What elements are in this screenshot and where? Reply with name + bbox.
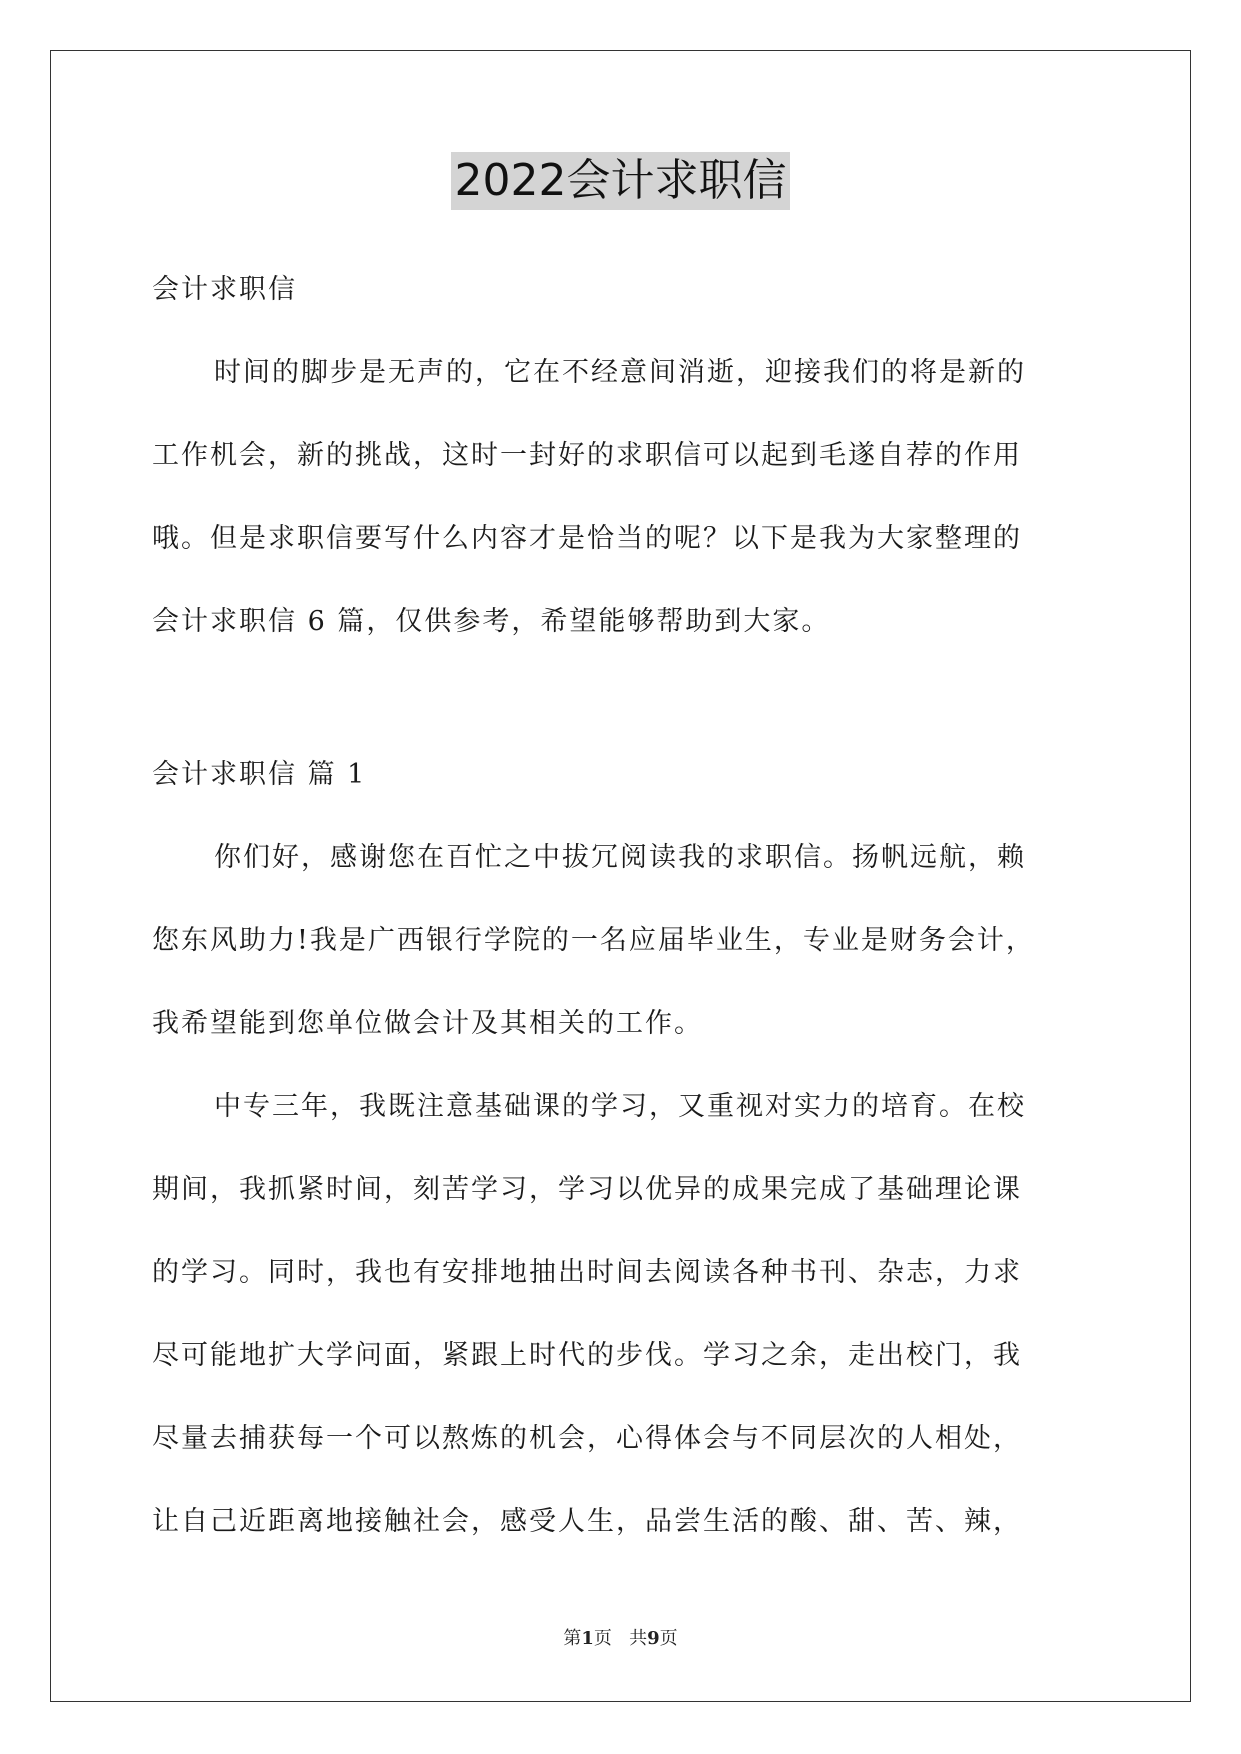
subtitle: 会计求职信	[152, 274, 297, 305]
paragraph-line: 你们好，感谢您在百忙之中拔冗阅读我的求职信。扬帆远航，赖	[214, 842, 1026, 873]
page-prefix: 第	[563, 1628, 582, 1649]
section-gap	[152, 673, 1112, 743]
intro-line: 时间的脚步是无声的，它在不经意间消逝，迎接我们的将是新的	[214, 357, 1026, 388]
paragraph-line: 中专三年，我既注意基础课的学习，又重视对实力的培育。在校	[214, 1091, 1026, 1122]
document-title: 2022会计求职信	[451, 152, 791, 210]
total-pages: 9	[647, 1628, 660, 1649]
total-suffix: 页	[659, 1628, 678, 1649]
paragraph-line: 期间，我抓紧时间，刻苦学习，学习以优异的成果完成了基础理论课	[152, 1174, 1022, 1205]
document-body	[152, 258, 1112, 1573]
section-heading: 会计求职信 篇 1	[152, 759, 367, 790]
paragraph-line: 尽量去捕获每一个可以熬炼的机会，心得体会与不同层次的人相处，	[152, 1423, 1022, 1454]
total-prefix: 共	[629, 1628, 648, 1649]
page-number: 1	[581, 1628, 594, 1649]
paragraph-line: 您东风助力!我是广西银行学院的一名应届毕业生，专业是财务会计，	[152, 925, 1035, 956]
paragraph-line: 尽可能地扩大学问面，紧跟上时代的步伐。学习之余，走出校门，我	[152, 1340, 1022, 1371]
paragraph-line: 的学习。同时，我也有安排地抽出时间去阅读各种书刊、杂志，力求	[152, 1257, 1022, 1288]
intro-line: 工作机会，新的挑战，这时一封好的求职信可以起到毛遂自荐的作用	[152, 440, 1022, 471]
intro-line: 哦。但是求职信要写什么内容才是恰当的呢？以下是我为大家整理的	[152, 523, 1022, 554]
page-footer	[0, 1624, 1241, 1650]
paragraph-line: 让自己近距离地接触社会，感受人生，品尝生活的酸、甜、苦、辣，	[152, 1506, 1022, 1537]
title-wrap	[0, 152, 1241, 210]
paragraph-line: 我希望能到您单位做会计及其相关的工作。	[152, 1008, 703, 1039]
page-suffix: 页	[593, 1628, 612, 1649]
intro-line: 会计求职信 6 篇，仅供参考，希望能够帮助到大家。	[152, 606, 831, 637]
